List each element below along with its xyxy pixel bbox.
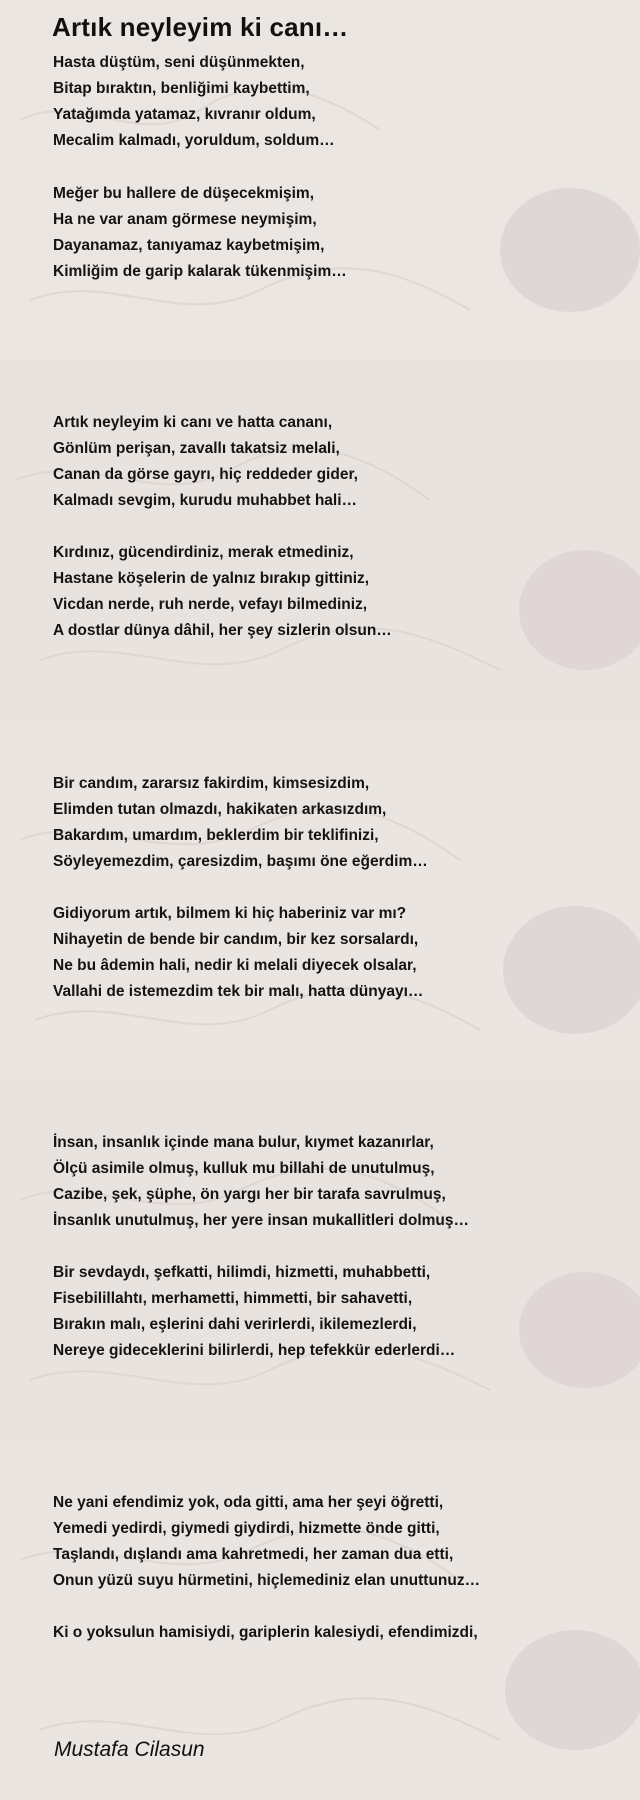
poem-line: Ne yani efendimiz yok, oda gitti, ama her şeyi öğretti, xyxy=(53,1494,444,1511)
poem-line: Fisebilillahtı, merhametti, himmetti, bir sahavetti, xyxy=(53,1290,413,1307)
poem-line: Söyleyemezdim, çaresizdim, başımı öne eğerdim… xyxy=(53,853,428,870)
stanza xyxy=(53,1130,469,1234)
poem-line: Vallahi de istemezdim tek bir malı, hatta dünyayı… xyxy=(53,983,424,1000)
stanza xyxy=(53,901,423,1005)
poem-line: Ha ne var anam görmese neymişim, xyxy=(53,211,317,228)
poem-line: Bir sevdaydı, şefkatti, hilimdi, hizmetti, muhabbetti, xyxy=(53,1264,431,1281)
poem-line: Gidiyorum artık, bilmem ki hiç haberiniz var mı? xyxy=(53,905,407,922)
poem-line: Bırakın malı, eşlerini dahi verirlerdi, ikilemezlerdi, xyxy=(53,1316,417,1333)
poem-line: Bitap bıraktın, benliğimi kaybettim, xyxy=(53,80,310,97)
poem-line: A dostlar dünya dâhil, her şey sizlerin olsun… xyxy=(53,622,392,639)
stanza xyxy=(53,181,347,285)
poem-line: Bir candım, zararsız fakirdim, kimsesizdim, xyxy=(53,775,370,792)
author-name: Mustafa Cilasun xyxy=(54,1738,205,1761)
poem-line: Yemedi yedirdi, giymedi giydirdi, hizmette önde gitti, xyxy=(53,1520,440,1537)
stanza xyxy=(53,410,358,514)
poem-line: Ölçü asimile olmuş, kulluk mu billahi de unutulmuş, xyxy=(53,1160,435,1177)
stanza xyxy=(53,1620,478,1646)
poem-line: Bakardım, umardım, beklerdim bir teklifinizi, xyxy=(53,827,379,844)
poem-line: Canan da görse gayrı, hiç reddeder gider, xyxy=(53,466,358,483)
poem-line: Kırdınız, gücendirdiniz, merak etmediniz, xyxy=(53,544,354,561)
poem-line: Ne bu âdemin hali, nedir ki melali diyecek olsalar, xyxy=(53,957,417,974)
poem-line: Artık neyleyim ki canı ve hatta cananı, xyxy=(53,414,333,431)
poem-line: Dayanamaz, tanıyamaz kaybetmişim, xyxy=(53,237,325,254)
poem-line: Onun yüzü suyu hürmetini, hiçlemediniz elan unuttunuz… xyxy=(53,1572,481,1589)
stanza xyxy=(53,1260,455,1364)
poem-line: Kalmadı sevgim, kurudu muhabbet hali… xyxy=(53,492,358,509)
poem-line: Vicdan nerde, ruh nerde, vefayı bilmediniz, xyxy=(53,596,368,613)
poem-line: Nereye gideceklerini bilirlerdi, hep tefekkür ederlerdi… xyxy=(53,1342,456,1359)
poem-line: Hasta düştüm, seni düşünmekten, xyxy=(53,54,305,71)
poem-line: Kimliğim de garip kalarak tükenmişim… xyxy=(53,263,347,280)
poem-line: Yatağımda yatamaz, kıvranır oldum, xyxy=(53,106,316,123)
poem-line: Elimden tutan olmazdı, hakikaten arkasızdım, xyxy=(53,801,387,818)
poem-line: Cazibe, şek, şüphe, ön yargı her bir tarafa savrulmuş, xyxy=(53,1186,446,1203)
poem-line: Mecalim kalmadı, yoruldum, soldum… xyxy=(53,132,335,149)
poem-line: Gönlüm perişan, zavallı takatsiz melali, xyxy=(53,440,340,457)
stanza xyxy=(53,540,392,644)
stanza xyxy=(53,50,335,154)
poem-line: Meğer bu hallere de düşecekmişim, xyxy=(53,185,315,202)
poem-line: Taşlandı, dışlandı ama kahretmedi, her zaman dua etti, xyxy=(53,1546,454,1563)
stanza xyxy=(53,771,428,875)
poem-title: Artık neyleyim ki canı… xyxy=(52,12,349,42)
poem-line: Hastane köşelerin de yalnız bırakıp gittiniz, xyxy=(53,570,370,587)
stanza xyxy=(53,1490,480,1594)
poem-line: Nihayetin de bende bir candım, bir kez sorsalardı, xyxy=(53,931,419,948)
poem-line: Ki o yoksulun hamisiydi, gariplerin kalesiydi, efendimizdi, xyxy=(53,1624,478,1641)
poem-line: İnsanlık unutulmuş, her yere insan mukallitleri dolmuş… xyxy=(53,1212,470,1229)
poem-line: İnsan, insanlık içinde mana bulur, kıymet kazanırlar, xyxy=(53,1134,434,1151)
